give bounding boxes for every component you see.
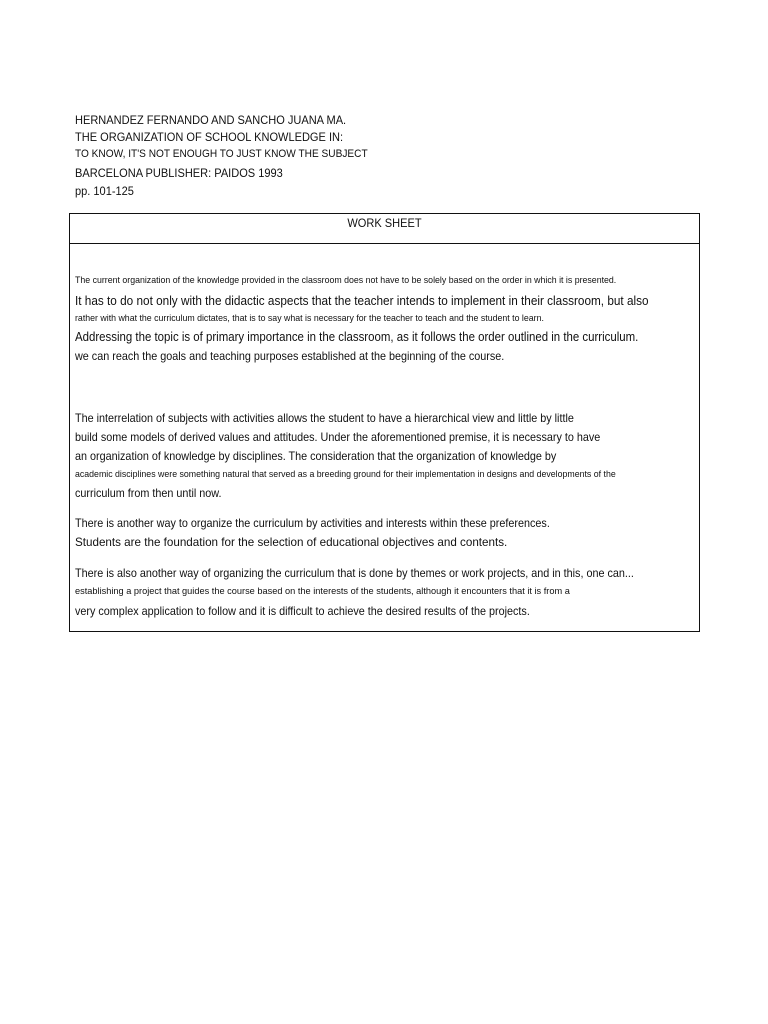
- worksheet-line: The current organization of the knowledge provided in the classroom does not have to be solely based on the order in which it is presented.: [75, 275, 617, 286]
- book-title-line: THE ORGANIZATION OF SCHOOL KNOWLEDGE IN:: [75, 130, 344, 144]
- worksheet-line: build some models of derived values and attitudes. Under the aforementioned premise, it is necessary to have: [75, 430, 601, 444]
- worksheet-line: Students are the foundation for the selection of educational objectives and contents.: [75, 535, 508, 549]
- worksheet-line: academic disciplines were something natural that served as a breeding ground for their implementation in designs and developments of the: [75, 469, 616, 480]
- book-subtitle-line: TO KNOW, IT'S NOT ENOUGH TO JUST KNOW THE SUBJECT: [75, 148, 368, 160]
- worksheet-title: WORK SHEET: [347, 216, 422, 230]
- worksheet-line: There is also another way of organizing the curriculum that is done by themes or work projects, and in this, one can...: [75, 566, 634, 580]
- worksheet-line: curriculum from then until now.: [75, 486, 222, 500]
- worksheet-line: establishing a project that guides the course based on the interests of the students, although it encounters that it is from a: [75, 586, 570, 597]
- authors-line: HERNANDEZ FERNANDO AND SANCHO JUANA MA.: [75, 113, 347, 127]
- worksheet-line: The interrelation of subjects with activities allows the student to have a hierarchical view and little by little: [75, 411, 574, 425]
- worksheet-line: rather with what the curriculum dictates, that is to say what is necessary for the teacher to teach and the student to learn.: [75, 313, 544, 324]
- worksheet-line: There is another way to organize the curriculum by activities and interests within these preferences.: [75, 516, 550, 530]
- worksheet-line: we can reach the goals and teaching purposes established at the beginning of the course.: [75, 349, 505, 363]
- worksheet-line: It has to do not only with the didactic aspects that the teacher intends to implement in their classroom, but also: [75, 293, 649, 308]
- worksheet-line: Addressing the topic is of primary importance in the classroom, as it follows the order outlined in the curriculum.: [75, 329, 639, 344]
- publisher-line: BARCELONA PUBLISHER: PAIDOS 1993: [75, 166, 283, 180]
- worksheet-line: an organization of knowledge by disciplines. The consideration that the organization of knowledge by: [75, 449, 557, 463]
- pages-line: pp. 101-125: [75, 184, 134, 198]
- worksheet-title-row: [69, 213, 700, 244]
- worksheet-line: very complex application to follow and it is difficult to achieve the desired results of the projects.: [75, 604, 530, 618]
